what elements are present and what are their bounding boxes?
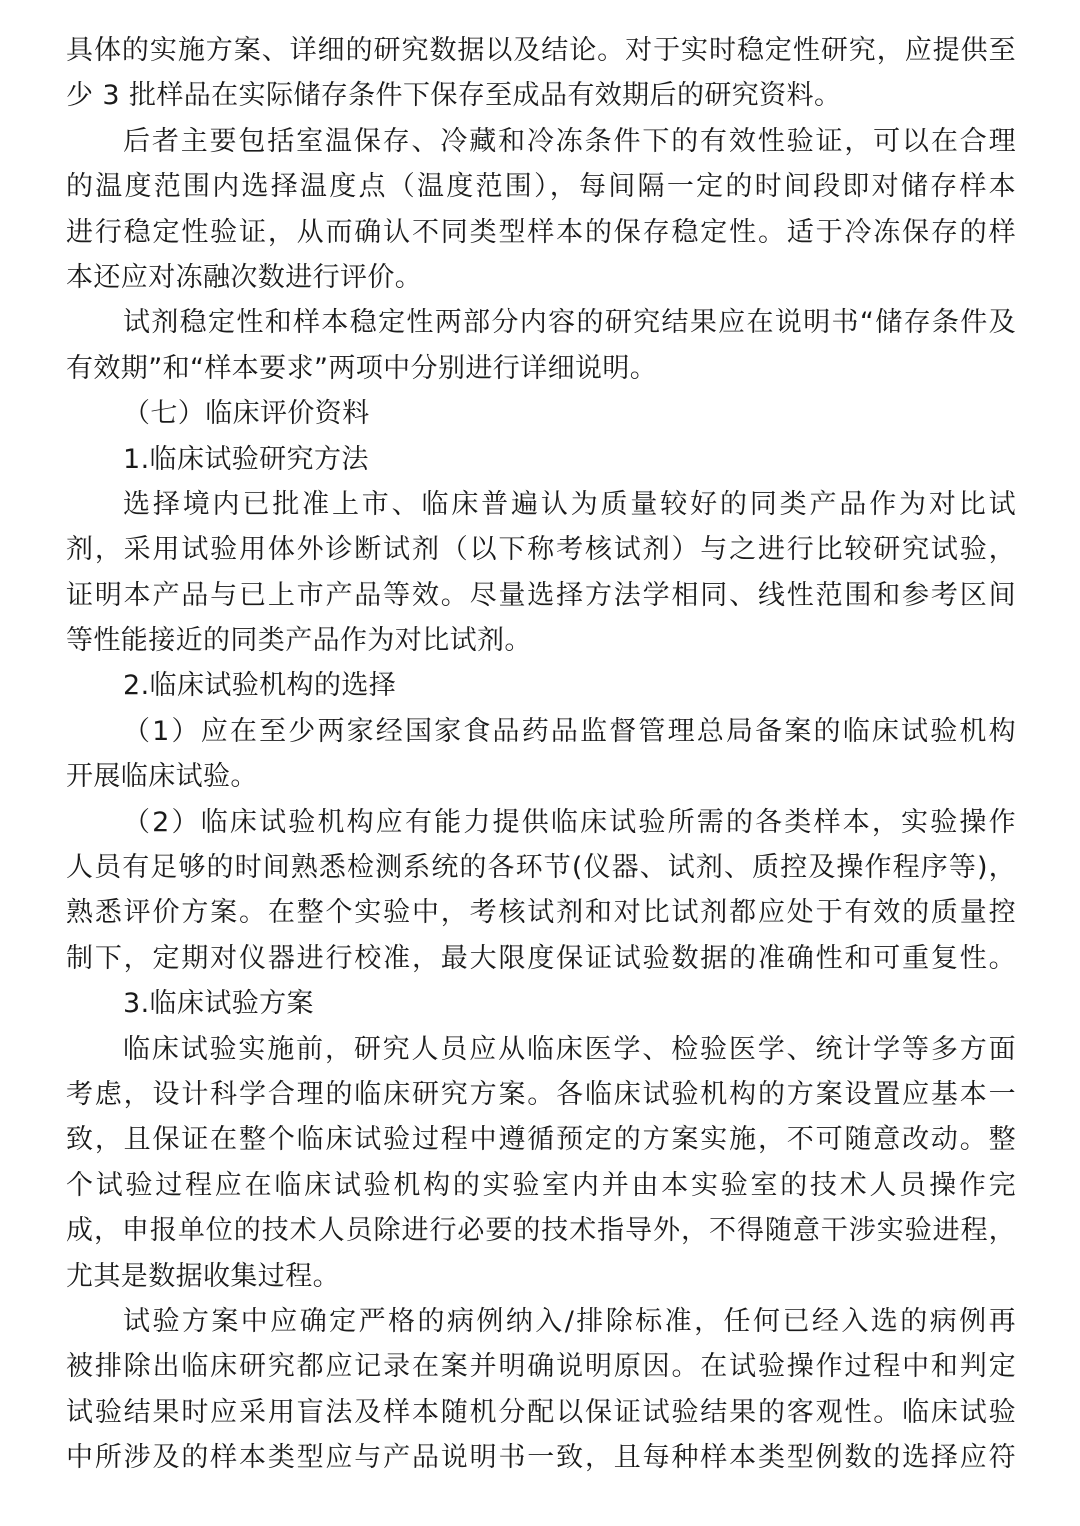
document-page	[66, 28, 1016, 1481]
text-line: 剂，采用试验用体外诊断试剂（以下称考核试剂）与之进行比较研究试验，	[66, 534, 1016, 566]
text-line: 人员有足够的时间熟悉检测系统的各环节(仪器、试剂、质控及操作程序等)，	[66, 852, 1016, 884]
text-line: 考虑，设计科学合理的临床研究方案。各临床试验机构的方案设置应基本一	[66, 1078, 1016, 1110]
text-line: 成，申报单位的技术人员除进行必要的技术指导外，不得随意干涉实验进程，	[66, 1215, 1016, 1247]
text-line: 尤其是数据收集过程。	[66, 1260, 340, 1292]
paragraph-first-line: 试剂稳定性和样本稳定性两部分内容的研究结果应在说明书“储存条件及	[123, 307, 1016, 339]
text-line: 被排除出临床研究都应记录在案并明确说明原因。在试验操作过程中和判定	[66, 1351, 1016, 1383]
text-line: 中所涉及的样本类型应与产品说明书一致，且每种样本类型例数的选择应符	[66, 1442, 1016, 1474]
paragraph-first-line: 选择境内已批准上市、临床普遍认为质量较好的同类产品作为对比试	[123, 488, 1016, 520]
text-line: 的温度范围内选择温度点（温度范围），每间隔一定的时间段即对储存样本	[66, 171, 1016, 203]
text-line: 本还应对冻融次数进行评价。	[66, 261, 423, 293]
paragraph-first-line: 试验方案中应确定严格的病例纳入/排除标准，任何已经入选的病例再	[123, 1305, 1016, 1337]
text-line: 具体的实施方案、详细的研究数据以及结论。对于实时稳定性研究，应提供至	[66, 35, 1016, 66]
paragraph-first-line: （2）临床试验机构应有能力提供临床试验所需的各类样本，实验操作	[123, 806, 1016, 838]
section-heading: （七）临床评价资料	[123, 398, 370, 430]
subsection-heading: 3.临床试验方案	[123, 988, 314, 1020]
text-line: 制下，定期对仪器进行校准，最大限度保证试验数据的准确性和可重复性。	[66, 942, 1016, 974]
paragraph-first-line: 后者主要包括室温保存、冷藏和冷冻条件下的有效性验证，可以在合理	[123, 125, 1016, 157]
text-line: 个试验过程应在临床试验机构的实验室内并由本实验室的技术人员操作完	[66, 1169, 1016, 1201]
text-line: 等性能接近的同类产品作为对比试剂。	[66, 625, 532, 657]
paragraph-first-line: 临床试验实施前，研究人员应从临床医学、检验医学、统计学等多方面	[123, 1033, 1016, 1065]
text-line: 进行稳定性验证，从而确认不同类型样本的保存稳定性。适于冷冻保存的样	[66, 216, 1016, 248]
text-line: 证明本产品与已上市产品等效。尽量选择方法学相同、线性范围和参考区间	[66, 579, 1016, 611]
text-line: 熟悉评价方案。在整个实验中，考核试剂和对比试剂都应处于有效的质量控	[66, 897, 1016, 929]
subsection-heading: 2.临床试验机构的选择	[123, 670, 397, 702]
paragraph-first-line: （1）应在至少两家经国家食品药品监督管理总局备案的临床试验机构	[123, 715, 1016, 747]
text-line: 有效期”和“样本要求”两项中分别进行详细说明。	[66, 352, 658, 384]
text-line: 试验结果时应采用盲法及样本随机分配以保证试验结果的客观性。临床试验	[66, 1396, 1016, 1428]
text-line: 致，且保证在整个临床试验过程中遵循预定的方案实施，不可随意改动。整	[66, 1124, 1016, 1156]
text-line: 开展临床试验。	[66, 761, 258, 793]
subsection-heading: 1.临床试验研究方法	[123, 443, 369, 475]
text-line: 少 3 批样品在实际储存条件下保存至成品有效期后的研究资料。	[66, 80, 842, 112]
